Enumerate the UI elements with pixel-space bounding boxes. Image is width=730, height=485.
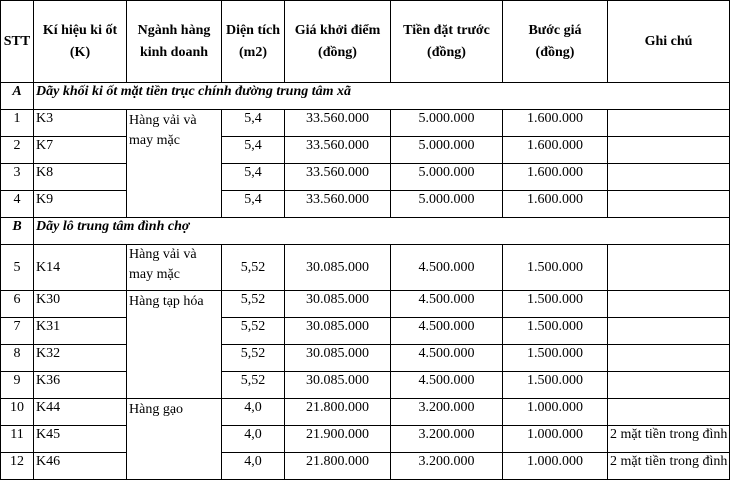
section-row-b: [1, 218, 730, 245]
cell-note: 2 mặt tiền trong đình: [608, 453, 730, 480]
table-row: [1, 137, 730, 164]
header-note: Ghi chú: [608, 1, 730, 83]
cell-start-price: 21.800.000: [285, 399, 391, 426]
cell-area: 5,4: [222, 110, 285, 137]
cell-kiosk: K32: [34, 345, 127, 372]
cell-note: [608, 137, 730, 164]
cell-start-price: 33.560.000: [285, 164, 391, 191]
cell-start-price: 33.560.000: [285, 137, 391, 164]
cell-kiosk: K7: [34, 137, 127, 164]
cell-start-price: 33.560.000: [285, 110, 391, 137]
cell-stt: 1: [1, 110, 34, 137]
table-row: [1, 453, 730, 480]
cell-price-step: 1.500.000: [503, 372, 608, 399]
cell-note: 2 mặt tiền trong đình: [608, 426, 730, 453]
cell-business: Hàng vải và may mặc: [127, 245, 222, 291]
cell-note: [608, 164, 730, 191]
cell-deposit: 3.200.000: [391, 453, 503, 480]
cell-note: [608, 291, 730, 318]
header-business: Ngành hàng kinh doanh: [127, 1, 222, 83]
cell-stt: 11: [1, 426, 34, 453]
cell-deposit: 4.500.000: [391, 318, 503, 345]
cell-business: Hàng gạo: [127, 399, 222, 480]
cell-price-step: 1.500.000: [503, 345, 608, 372]
cell-kiosk: K46: [34, 453, 127, 480]
cell-note: [608, 345, 730, 372]
header-price-step: Bước giá (đồng): [503, 1, 608, 83]
cell-start-price: 30.085.000: [285, 291, 391, 318]
cell-note: [608, 245, 730, 291]
cell-start-price: 33.560.000: [285, 191, 391, 218]
cell-stt: 9: [1, 372, 34, 399]
cell-kiosk: K3: [34, 110, 127, 137]
cell-area: 5,52: [222, 372, 285, 399]
cell-deposit: 5.000.000: [391, 164, 503, 191]
cell-deposit: 3.200.000: [391, 426, 503, 453]
header-stt: STT: [1, 1, 34, 83]
cell-price-step: 1.500.000: [503, 245, 608, 291]
table-row: [1, 426, 730, 453]
cell-price-step: 1.600.000: [503, 164, 608, 191]
cell-deposit: 4.500.000: [391, 245, 503, 291]
table-row: [1, 245, 730, 291]
cell-price-step: 1.600.000: [503, 137, 608, 164]
header-area: Diện tích (m2): [222, 1, 285, 83]
table-row: [1, 372, 730, 399]
cell-area: 4,0: [222, 426, 285, 453]
cell-deposit: 4.500.000: [391, 291, 503, 318]
section-title: Dãy khối ki ốt mặt tiền trục chính đường trung tâm xã: [34, 83, 730, 110]
cell-note: [608, 318, 730, 345]
cell-deposit: 4.500.000: [391, 345, 503, 372]
section-title: Dãy lô trung tâm đình chợ: [34, 218, 730, 245]
cell-area: 5,52: [222, 245, 285, 291]
cell-kiosk: K31: [34, 318, 127, 345]
header-deposit: Tiền đặt trước (đồng): [391, 1, 503, 83]
cell-price-step: 1.600.000: [503, 110, 608, 137]
cell-kiosk: K45: [34, 426, 127, 453]
table-row: [1, 399, 730, 426]
cell-business: Hàng tạp hóa: [127, 291, 222, 399]
cell-stt: 10: [1, 399, 34, 426]
cell-area: 5,52: [222, 345, 285, 372]
cell-note: [608, 372, 730, 399]
cell-area: 5,4: [222, 191, 285, 218]
cell-price-step: 1.000.000: [503, 399, 608, 426]
cell-area: 5,52: [222, 318, 285, 345]
cell-note: [608, 399, 730, 426]
cell-stt: 3: [1, 164, 34, 191]
cell-kiosk: K36: [34, 372, 127, 399]
cell-area: 5,52: [222, 291, 285, 318]
cell-start-price: 30.085.000: [285, 318, 391, 345]
cell-stt: 4: [1, 191, 34, 218]
cell-stt: 12: [1, 453, 34, 480]
cell-deposit: 5.000.000: [391, 110, 503, 137]
header-start-price: Giá khởi điểm (đồng): [285, 1, 391, 83]
table-row: [1, 345, 730, 372]
cell-deposit: 5.000.000: [391, 137, 503, 164]
cell-stt: 2: [1, 137, 34, 164]
cell-business: Hàng vải và may mặc: [127, 110, 222, 218]
cell-stt: 7: [1, 318, 34, 345]
cell-stt: 6: [1, 291, 34, 318]
cell-deposit: 3.200.000: [391, 399, 503, 426]
cell-start-price: 30.085.000: [285, 345, 391, 372]
cell-price-step: 1.000.000: [503, 426, 608, 453]
cell-area: 5,4: [222, 164, 285, 191]
cell-price-step: 1.500.000: [503, 291, 608, 318]
cell-area: 5,4: [222, 137, 285, 164]
table-row: [1, 291, 730, 318]
cell-kiosk: K44: [34, 399, 127, 426]
cell-area: 4,0: [222, 453, 285, 480]
section-id: A: [1, 83, 34, 110]
cell-price-step: 1.500.000: [503, 318, 608, 345]
table-row: [1, 110, 730, 137]
cell-stt: 5: [1, 245, 34, 291]
cell-stt: 8: [1, 345, 34, 372]
header-kiosk: Kí hiệu ki ốt (K): [34, 1, 127, 83]
cell-deposit: 4.500.000: [391, 372, 503, 399]
cell-start-price: 21.800.000: [285, 453, 391, 480]
cell-kiosk: K9: [34, 191, 127, 218]
cell-start-price: 30.085.000: [285, 245, 391, 291]
table-row: [1, 191, 730, 218]
cell-deposit: 5.000.000: [391, 191, 503, 218]
cell-note: [608, 191, 730, 218]
cell-start-price: 21.900.000: [285, 426, 391, 453]
cell-kiosk: K30: [34, 291, 127, 318]
header-row: [1, 1, 730, 83]
cell-price-step: 1.600.000: [503, 191, 608, 218]
table-row: [1, 164, 730, 191]
cell-note: [608, 110, 730, 137]
cell-kiosk: K14: [34, 245, 127, 291]
section-row-a: [1, 83, 730, 110]
section-id: B: [1, 218, 34, 245]
cell-price-step: 1.000.000: [503, 453, 608, 480]
cell-start-price: 30.085.000: [285, 372, 391, 399]
table-row: [1, 318, 730, 345]
cell-kiosk: K8: [34, 164, 127, 191]
cell-area: 4,0: [222, 399, 285, 426]
